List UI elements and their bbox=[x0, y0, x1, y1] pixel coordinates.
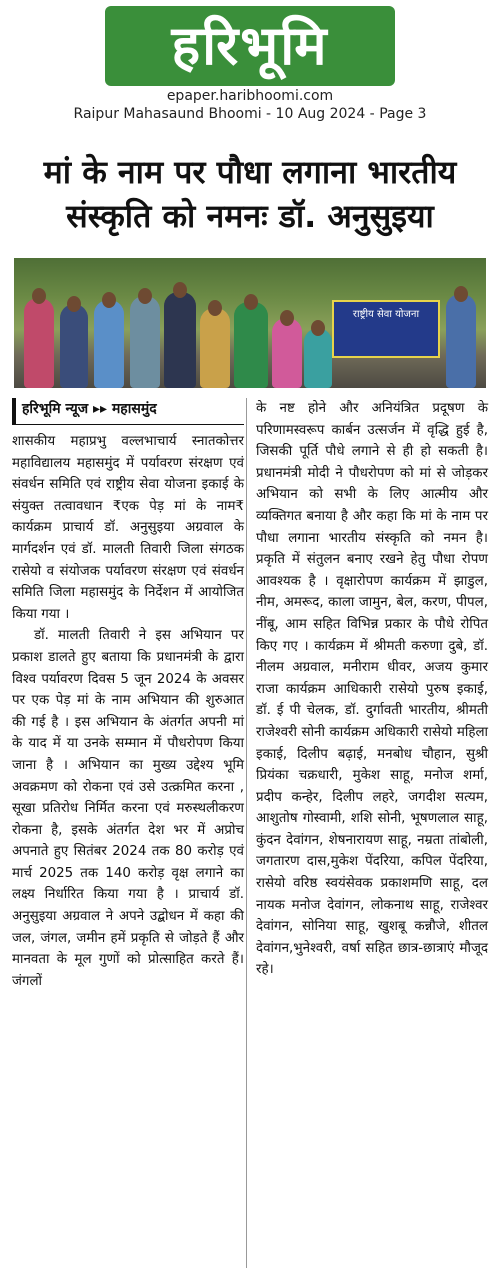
column-divider bbox=[246, 398, 247, 1268]
edition-info: Raipur Mahasaund Bhoomi - 10 Aug 2024 - Page 3 bbox=[73, 106, 427, 122]
masthead bbox=[0, 0, 500, 130]
headline-line-2: संस्कृति को नमनः डॉ. अनुसुइया bbox=[66, 197, 434, 235]
nss-banner: राष्ट्रीय सेवा योजना bbox=[332, 300, 440, 358]
article-column-right bbox=[256, 398, 488, 981]
article-photo bbox=[14, 258, 486, 388]
newspaper-logo: हरिभूमि bbox=[105, 6, 395, 86]
article-paragraph: के नष्ट होने और अनियंत्रित प्रदूषण के परिणामस्वरूप कार्बन उत्सर्जन में वृद्धि हुई है, जिसकी पूर्ति पौधे लगाने से ही हो सकती है। प्रधानमंत्री मोदी ने पौधरोपण को मां से जोड़कर अभियान को सभी के लिए आत्मीय और व्यक्तिगत बनाया है और कहा कि मां के नाम पर पौधा लगाना भारतीय संस्कृति को नमन है। प्रकृति में संतुलन बनाए रखने हेतु पौधा रोपण आवश्यक है । वृक्षारोपण कार्यक्रम में झाडुल, नीम, अमरूद, काला जामुन, बेल, करण, पीपल, नींबू, आम सहित विभिन्न प्रकार के पौधे रोपित किए गए । कार्यक्रम में श्रीमती करुणा दुबे, डॉ. नीलम अग्रवाल, मनीराम धीवर, अजय कुमार राजा कार्यक्रम आधिकारी रासेयो पुरुष इकाई, डॉ. ई पी चेलक, डॉ. दुर्गावती भारतीय, श्रीमती राजेश्वरी सोनी कार्यक्रम अधिकारी रासेयो महिला इकाई, दिलीप बढ़ाई, मनबोध चौहान, सुश्री प्रियंका चक्रधारी, मुकेश साहू, मनोज शर्मा, प्रदीप कन्हेर, दिलीप लहरे, जगदीश सत्यम, आशुतोष गोस्वामी, शशि सोनी, भूषणलाल साहू, कुंदन देवांगन, शेषनारायण साहू, नम्रता तांबोली, जगतारण दास,मुकेश पेंदरिया, कपिल पेंदरिया, रासेयो वरिष्ठ स्वयंसेवक प्रकाशमणि साहू, दल नायक मनोज देवांगन, लोकनाथ साहू, राजेश्वर देवांगन, सोनिया साहू, खुशबू कन्नौजे, शीतल देवांगन,भुनेश्वरी, वर्षा सहित छात्र-छात्राएं मौजूद रहे। bbox=[256, 401, 488, 978]
byline: हरिभूमि न्यूज ▸▸ महासमुंद bbox=[12, 398, 244, 425]
article-column-left bbox=[12, 398, 244, 992]
headline-line-1: मां के नाम पर पौधा लगाना भारतीय bbox=[43, 153, 457, 191]
article-headline bbox=[10, 150, 490, 238]
article-paragraph: शासकीय महाप्रभु वल्लभाचार्य स्नातकोत्तर महाविद्यालय महासमुंद में पर्यावरण संरक्षण एवं संवर्धन समिति एवं राष्ट्रीय सेवा योजना इकाई के संयुक्त तत्वावधान ₹एक पेड़ मां के नाम₹ कार्यक्रम प्राचार्य डॉ. अनुसुइया अग्रवाल के मार्गदर्शन एवं डॉ. मालती तिवारी जिला संगठक रासेयो व संयोजक पर्यावरण संरक्षण एवं संवर्धन समिति जिला महासमुंद के निर्देशन में आयोजित किया गया । bbox=[12, 434, 244, 622]
article-paragraph: डॉ. मालती तिवारी ने इस अभियान पर प्रकाश डालते हुए बताया कि प्रधानमंत्री के द्वारा विश्व पर्यावरण दिवस 5 जून 2024 के अवसर पर एक पेड़ मां के नाम अभियान की शुरुआत की गई है । इस अभियान के अंतर्गत अपनी मां के याद में या उनके सम्मान में पौधरोपण किया जाना है । अभियान का मुख्य उद्देश्य भूमि अवक्रमण को रोकना एवं उसे उत्क्रमित करना , सूखा प्रतिरोध निर्मित करना एवं मरुस्थलीकरण रोकना है, इसके अंतर्गत देश भर में अप्रोच अपनाते हुए सितंबर 2024 तक 80 करोड़ एवं मार्च 2025 तक 140 करोड़ वृक्ष लगाने का लक्ष्य निर्धारित किया गया है । प्राचार्य डॉ. अनुसुइया अग्रवाल ने अपने उद्बोधन में कहा की जल, जंगल, जमीन हमें प्रकृति से जोड़ते हैं और मानवता के मूल गुणों को प्रोत्साहित करते हैं। जंगलों bbox=[12, 628, 244, 989]
epaper-url: epaper.haribhoomi.com bbox=[166, 88, 334, 104]
